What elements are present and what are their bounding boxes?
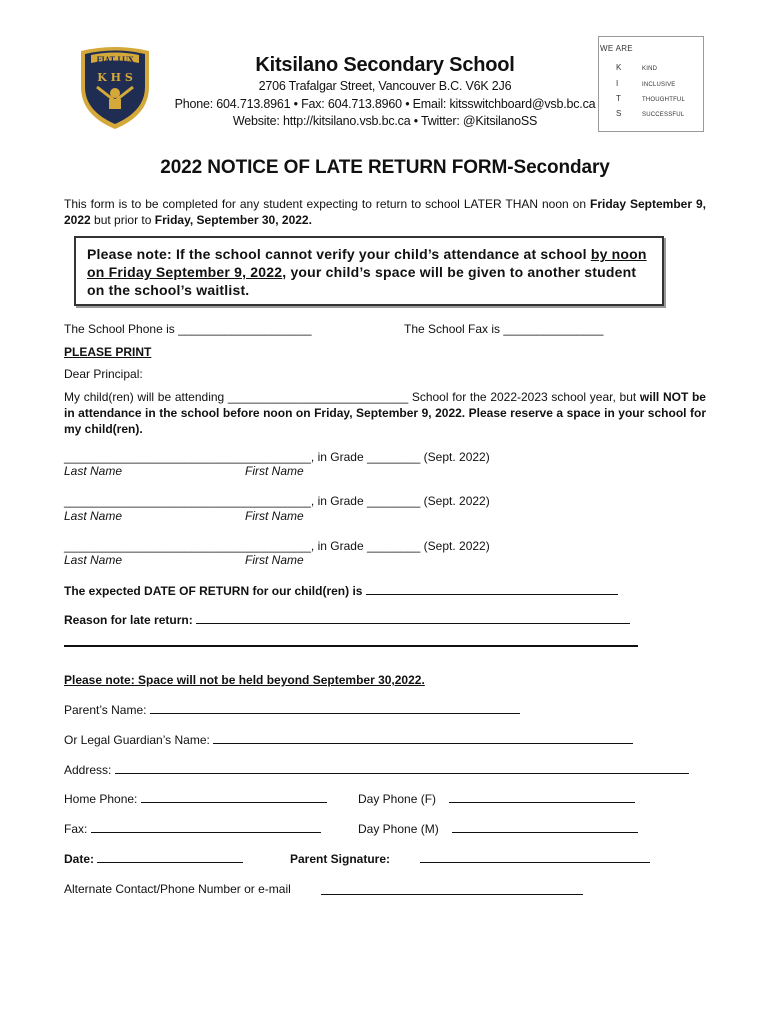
we-are-title: WE ARE <box>600 44 633 53</box>
intro-paragraph: This form is to be completed for any student expecting to return to school LATER THAN noon on Friday September 9, 2022 but prior to Friday, September 30, 2022. <box>64 197 706 227</box>
last-name-label: Last Name <box>64 509 123 523</box>
form-title: 2022 NOTICE OF LATE RETURN FORM-Secondary <box>160 157 610 178</box>
alternate-contact-label: Alternate Contact/Phone Number or e-mail <box>64 882 291 896</box>
school-address: 2706 Trafalgar Street, Vancouver B.C. V6K 2J6 <box>258 79 512 93</box>
we-are-row: K KIND <box>616 63 658 72</box>
school-web: Website: http://kitsilano.vsb.bc.ca • Twitter: @KitsilanoSS <box>232 114 538 128</box>
first-name-label: First Name <box>245 553 304 567</box>
attending-paragraph: My child(ren) will be attending ___________________________ School for the 2022-2023 school year, but will NOT be in attendance in the school before noon on Friday, September 9, 2022. Please reserve a space in your school for my child(ren). <box>64 390 706 436</box>
signature-field[interactable]: Parent Signature: <box>290 851 650 866</box>
guardian-name-field[interactable]: Or Legal Guardian’s Name: <box>64 732 633 747</box>
salutation: Dear Principal: <box>64 367 143 381</box>
address-field[interactable]: Address: <box>64 762 689 777</box>
reason-continuation-line[interactable] <box>64 645 638 647</box>
first-name-label: First Name <box>245 509 304 523</box>
home-phone-field[interactable]: Home Phone: <box>64 791 327 806</box>
student-line-1[interactable]: _____________________________________, in Grade ________ (Sept. 2022) <box>64 450 490 464</box>
school-crest-logo <box>73 43 157 131</box>
school-name: Kitsilano Secondary School <box>255 54 515 76</box>
student-line-3[interactable]: _____________________________________, in Grade ________ (Sept. 2022) <box>64 539 490 553</box>
fax-field[interactable]: Fax: <box>64 821 321 836</box>
alternate-contact-line[interactable] <box>321 894 583 895</box>
student-line-2[interactable]: _____________________________________, in Grade ________ (Sept. 2022) <box>64 494 490 508</box>
first-name-label: First Name <box>245 464 304 478</box>
school-contact: Phone: 604.713.8961 • Fax: 604.713.8960 • Email: kitsswitchboard@vsb.bc.ca <box>174 97 596 111</box>
last-name-label: Last Name <box>64 553 123 567</box>
please-print-heading: PLEASE PRINT <box>64 345 152 359</box>
school-phone-field[interactable]: The School Phone is ____________________ <box>64 322 312 336</box>
return-date-field[interactable]: The expected DATE OF RETURN for our child(ren) is <box>64 583 618 598</box>
school-fax-field[interactable]: The School Fax is _______________ <box>404 322 604 336</box>
svg-text:FIAT LUX: FIAT LUX <box>96 55 134 64</box>
space-note: Please note: Space will not be held beyond September 30,2022. <box>64 673 425 687</box>
we-are-box <box>598 36 704 132</box>
day-phone-m-field[interactable]: Day Phone (M) <box>358 821 638 836</box>
svg-text:K H S: K H S <box>97 71 133 84</box>
we-are-row: S SUCCESSFUL <box>616 109 685 118</box>
note-text: Please note: If the school cannot verify your child’s attendance at school by noon on Friday September 9, 2022, your child’s space will be given to another student on the school’s waitlist. <box>87 246 647 298</box>
we-are-row: T THOUGHTFUL <box>616 94 685 103</box>
last-name-label: Last Name <box>64 464 123 478</box>
reason-field[interactable]: Reason for late return: <box>64 612 630 627</box>
day-phone-f-field[interactable]: Day Phone (F) <box>358 791 635 806</box>
parent-name-field[interactable]: Parent’s Name: <box>64 702 520 717</box>
note-box <box>74 236 664 306</box>
we-are-row: I INCLUSIVE <box>616 79 676 88</box>
date-field[interactable]: Date: <box>64 851 243 866</box>
